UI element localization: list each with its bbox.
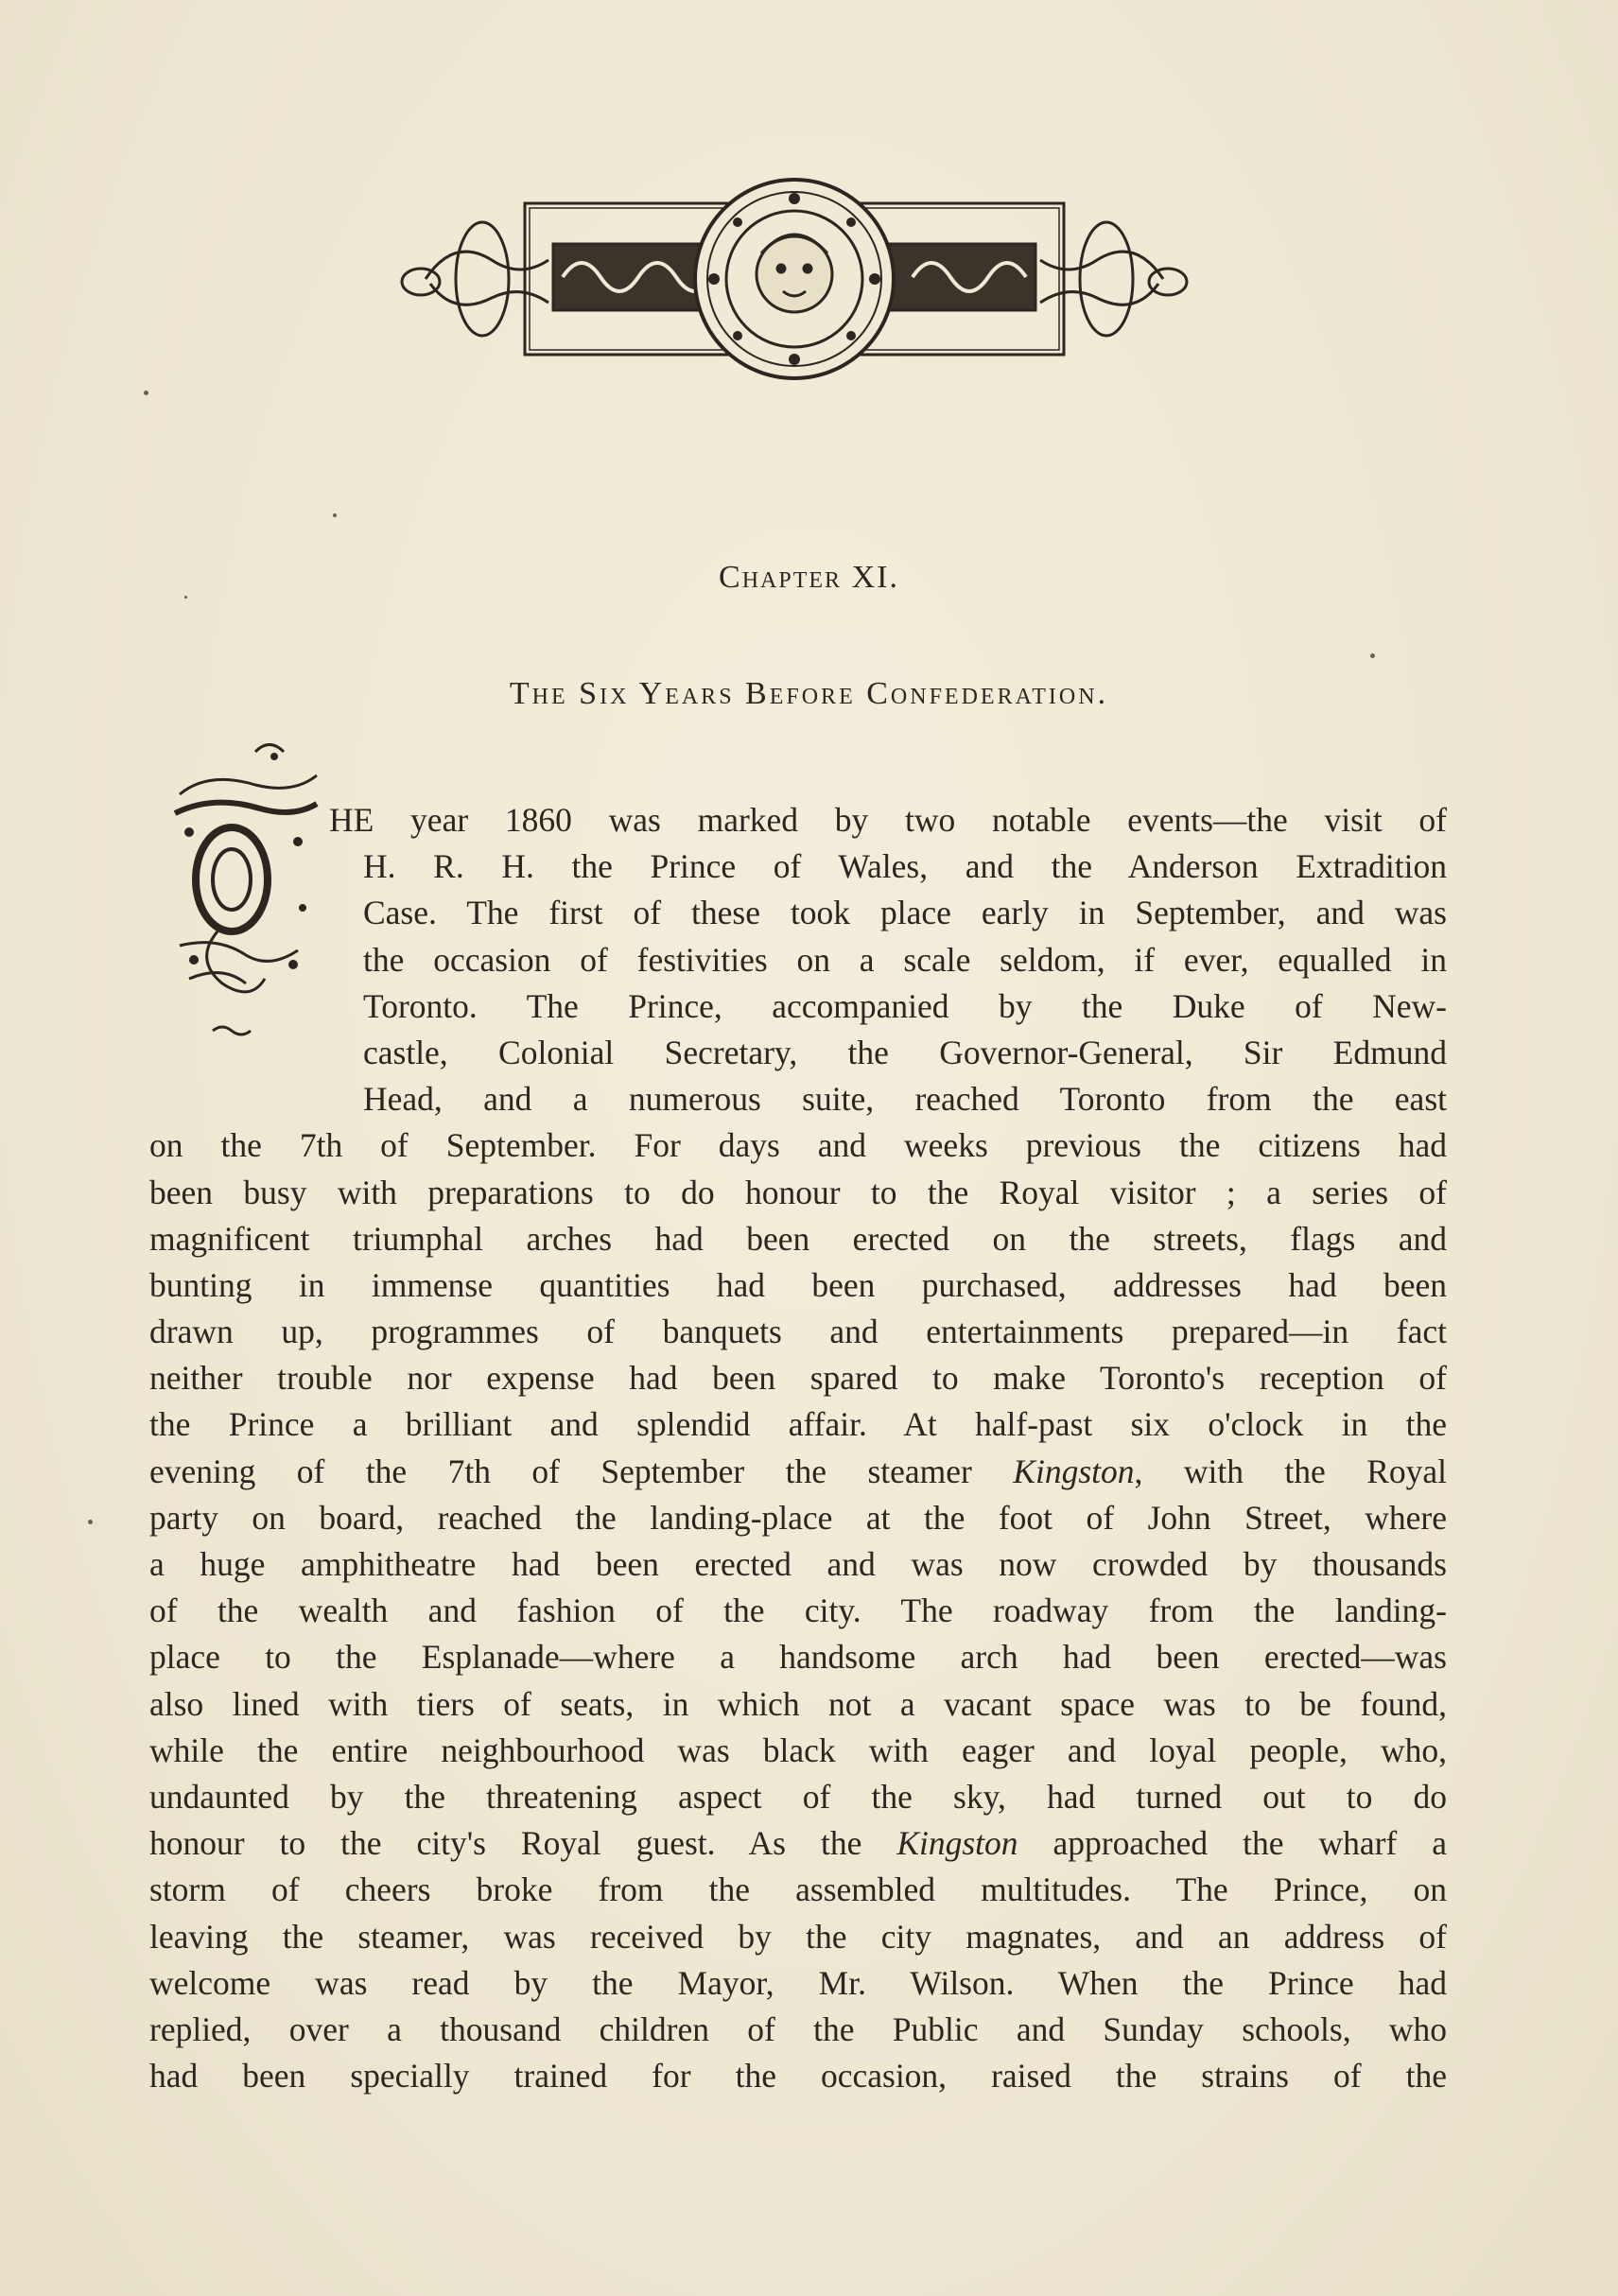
chapter-heading: Chapter XI.: [719, 560, 899, 595]
text-line: neither trouble nor expense had been spared to make Toronto's reception of: [149, 1359, 1447, 1398]
text-line: of the wealth and fashion of the city. The roadway from the landing-: [149, 1592, 1447, 1630]
text-line: place to the Esplanade—where a handsome arch had been erected—was: [149, 1638, 1447, 1677]
text-line: Case. The first of these took place early in September, and was: [363, 894, 1447, 932]
text-line: replied, over a thousand children of the Public and Sunday schools, who: [149, 2009, 1447, 2048]
text-line: bunting in immense quantities had been purchased, addresses had been: [149, 1265, 1447, 1304]
text-line: leaving the steamer, was received by the city magnates, and an address of: [149, 1917, 1447, 1956]
paper-speck: [184, 596, 187, 599]
text-line: while the entire neighbourhood was black with eager and loyal people, who,: [149, 1731, 1447, 1769]
text-line: drawn up, programmes of banquets and entertainments prepared—in fact: [149, 1313, 1447, 1351]
text-line: party on board, reached the landing-place at the foot of John Street, where: [149, 1498, 1447, 1537]
ship-name-italic: Kingston: [896, 1824, 1018, 1863]
text-line: Head, and a numerous suite, reached Toronto from the east: [363, 1080, 1447, 1119]
text-segment: honour to the city's Royal guest. As the: [149, 1824, 897, 1863]
text-segment: approached the wharf a: [1018, 1824, 1447, 1863]
text-line: the Prince a brilliant and splendid affair. At half-past six o'clock in the: [149, 1405, 1447, 1444]
ornamental-headpiece-illustration: [388, 170, 1201, 388]
chapter-body-text: [149, 797, 1447, 2099]
text-line: a huge amphitheatre had been erected and was now crowded by thousands: [149, 1545, 1447, 1583]
text-line: Toronto. The Prince, accompanied by the Duke of New-: [363, 986, 1447, 1025]
chapter-title: The Six Years Before Confederation.: [509, 676, 1109, 711]
text-line: castle, Colonial Secretary, the Governor-General, Sir Edmund: [363, 1033, 1447, 1071]
text-line: [149, 1820, 1447, 1867]
ship-name-italic: Kingston: [1013, 1452, 1135, 1490]
text-segment: , with the Royal: [1134, 1452, 1447, 1490]
text-line: undaunted by the threatening aspect of the sky, had turned out to do: [149, 1777, 1447, 1816]
text-line: [149, 1449, 1447, 1495]
text-line: welcome was read by the Mayor, Mr. Wilson. When the Prince had: [149, 1963, 1447, 2002]
text-line: had been specially trained for the occasion, raised the strains of the: [149, 2057, 1447, 2096]
paper-speck: [333, 513, 337, 517]
text-line: magnificent triumphal arches had been erected on the streets, flags and: [149, 1219, 1447, 1258]
paper-speck: [1370, 653, 1375, 658]
text-line: H. R. H. the Prince of Wales, and the Anderson Extradition: [363, 847, 1447, 886]
text-line: the occasion of festivities on a scale seldom, if ever, equalled in: [363, 940, 1447, 979]
text-line: been busy with preparations to do honour to the Royal visitor ; a series of: [149, 1173, 1447, 1211]
text-line: also lined with tiers of seats, in which not a vacant space was to be found,: [149, 1684, 1447, 1723]
text-line: storm of cheers broke from the assembled multitudes. The Prince, on: [149, 1870, 1447, 1909]
text-line: HE year 1860 was marked by two notable events—the visit of: [329, 801, 1447, 839]
paper-speck: [88, 1520, 93, 1524]
paper-speck: [144, 391, 148, 395]
text-line: on the 7th of September. For days and weeks previous the citizens had: [149, 1126, 1447, 1165]
text-segment: evening of the 7th of September the steamer: [149, 1452, 1014, 1490]
